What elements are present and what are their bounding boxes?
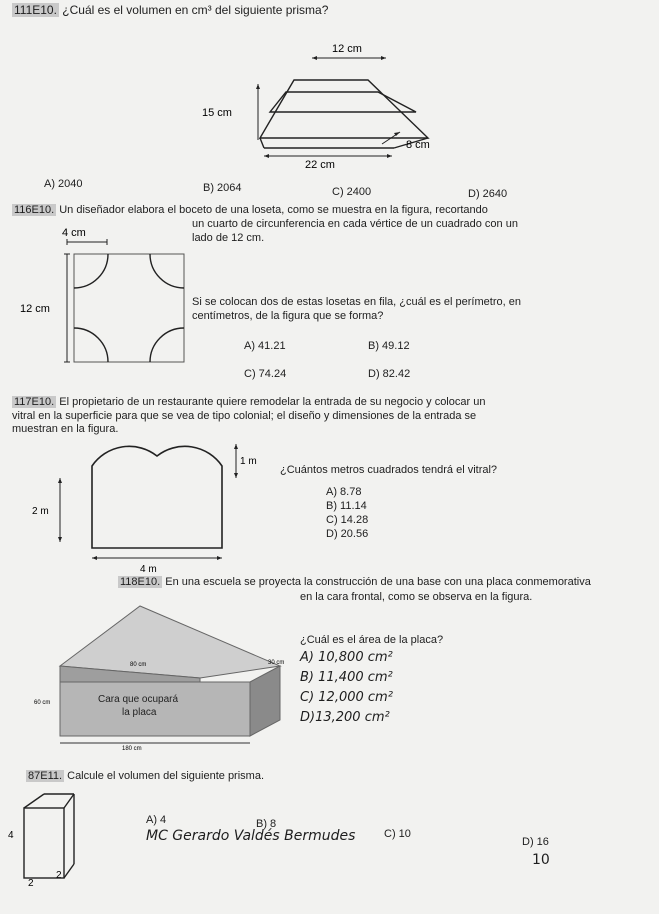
dim-top-label: 12 cm [332,43,362,55]
question-116e10 [12,204,488,216]
option-d: D) 2640 [468,188,508,200]
question-number: 111E10. [14,3,57,17]
handwritten-name: MC Gerardo Valdés Bermudes [146,828,356,844]
dim-right-label: 30 cm [268,660,285,666]
question-text-l3: muestran en la figura. [12,423,119,435]
dim-left-label: 12 cm [20,303,50,315]
tile-square [74,254,184,362]
option-d: D) 82.42 [368,368,411,380]
question-line-2: centímetros, de la figura que se forma? [192,310,384,322]
option-b: B) 8 [256,818,277,830]
option-b: B) 11.14 [326,500,367,512]
option-b: B) 2064 [203,182,242,194]
question-prompt: ¿Cuál es el área de la placa? [300,634,444,646]
question-text: En una escuela se proyecta la construcción de una base con una placa conmemorativa [165,576,591,588]
question-118e10 [118,576,591,588]
question-number: 116E10. [14,204,55,216]
dim-left-label: 60 cm [34,700,51,706]
option-d: D) 16 [522,836,549,848]
option-d: D)13,200 cm² [300,710,390,725]
dim-width-label: 4 m [140,564,157,575]
option-a: A) 2040 [44,178,83,190]
prism-back-face [260,80,428,138]
tile-figure [20,228,190,368]
option-c: C) 2400 [332,186,372,198]
dim-arch-label: 1 m [240,456,257,467]
option-a: A) 10,800 cm² [300,650,393,665]
rect-prism-figure [4,790,94,900]
question-text-l2: vitral en la superficie para que se vea de tipo colonial; el diseño y dimensiones de la entrada se [12,410,477,422]
dim-height-label: 4 [8,830,14,841]
question-text-cont: un cuarto de circunferencia en cada vértice de un cuadrado con un [192,218,518,230]
face-label-2: la placa [122,707,157,718]
prism-top-face [270,92,416,112]
entrance-figure [30,438,270,588]
dim-depth-label: 8 cm [406,139,430,151]
entrance-outline [92,446,222,548]
option-a: A) 4 [146,814,167,826]
question-117e10 [12,396,485,408]
question-line-1: Si se colocan dos de estas losetas en fila, ¿cuál es el perímetro, en [192,296,521,308]
dim-top-label: 4 cm [62,227,86,239]
question-prompt: ¿Cuál es el volumen en cm³ del siguiente prisma? [62,3,329,17]
option-c: C) 12,000 cm² [300,690,393,705]
question-number: 117E10. [14,396,55,408]
question-prompt: ¿Cuántos metros cuadrados tendrá el vitral? [280,464,498,476]
question-111e10 [12,3,328,17]
question-text-cont: lado de 12 cm. [192,232,265,244]
handwritten-score: 10 [532,852,550,868]
option-c: C) 10 [384,828,411,840]
option-a: A) 41.21 [244,340,286,352]
option-a: A) 8.78 [326,486,362,498]
face-label-1: Cara que ocupará [98,694,179,705]
option-d: D) 20.56 [326,528,369,540]
option-c: C) 14.28 [326,514,369,526]
option-c: C) 74.24 [244,368,287,380]
dim-bottom-label: 22 cm [305,159,335,171]
question-87e11 [26,770,264,782]
question-text-l2: en la cara frontal, como se observa en la figura. [300,591,533,603]
question-text: El propietario de un restaurante quiere remodelar la entrada de su negocio y colocar un [59,396,486,408]
question-number: 118E10. [120,576,161,588]
question-text: Un diseñador elabora el boceto de una loseta, como se muestra en la figura, recortando [59,204,488,216]
dim-height-label: 15 cm [202,107,232,119]
trapezoid-prism-figure [202,40,450,171]
dim-height-label: 2 m [32,506,49,517]
question-number: 87E11. [28,770,63,782]
dim-top-label: 80 cm [130,662,147,668]
option-b: B) 49.12 [368,340,410,352]
dim-bottom-label: 180 cm [122,746,142,752]
dim-width-label: 2 [28,878,34,889]
base-figure [30,598,300,758]
question-prompt: Calcule el volumen del siguiente prisma. [67,770,265,782]
option-b: B) 11,400 cm² [300,670,393,685]
dim-depth-label: 2 [56,870,62,881]
